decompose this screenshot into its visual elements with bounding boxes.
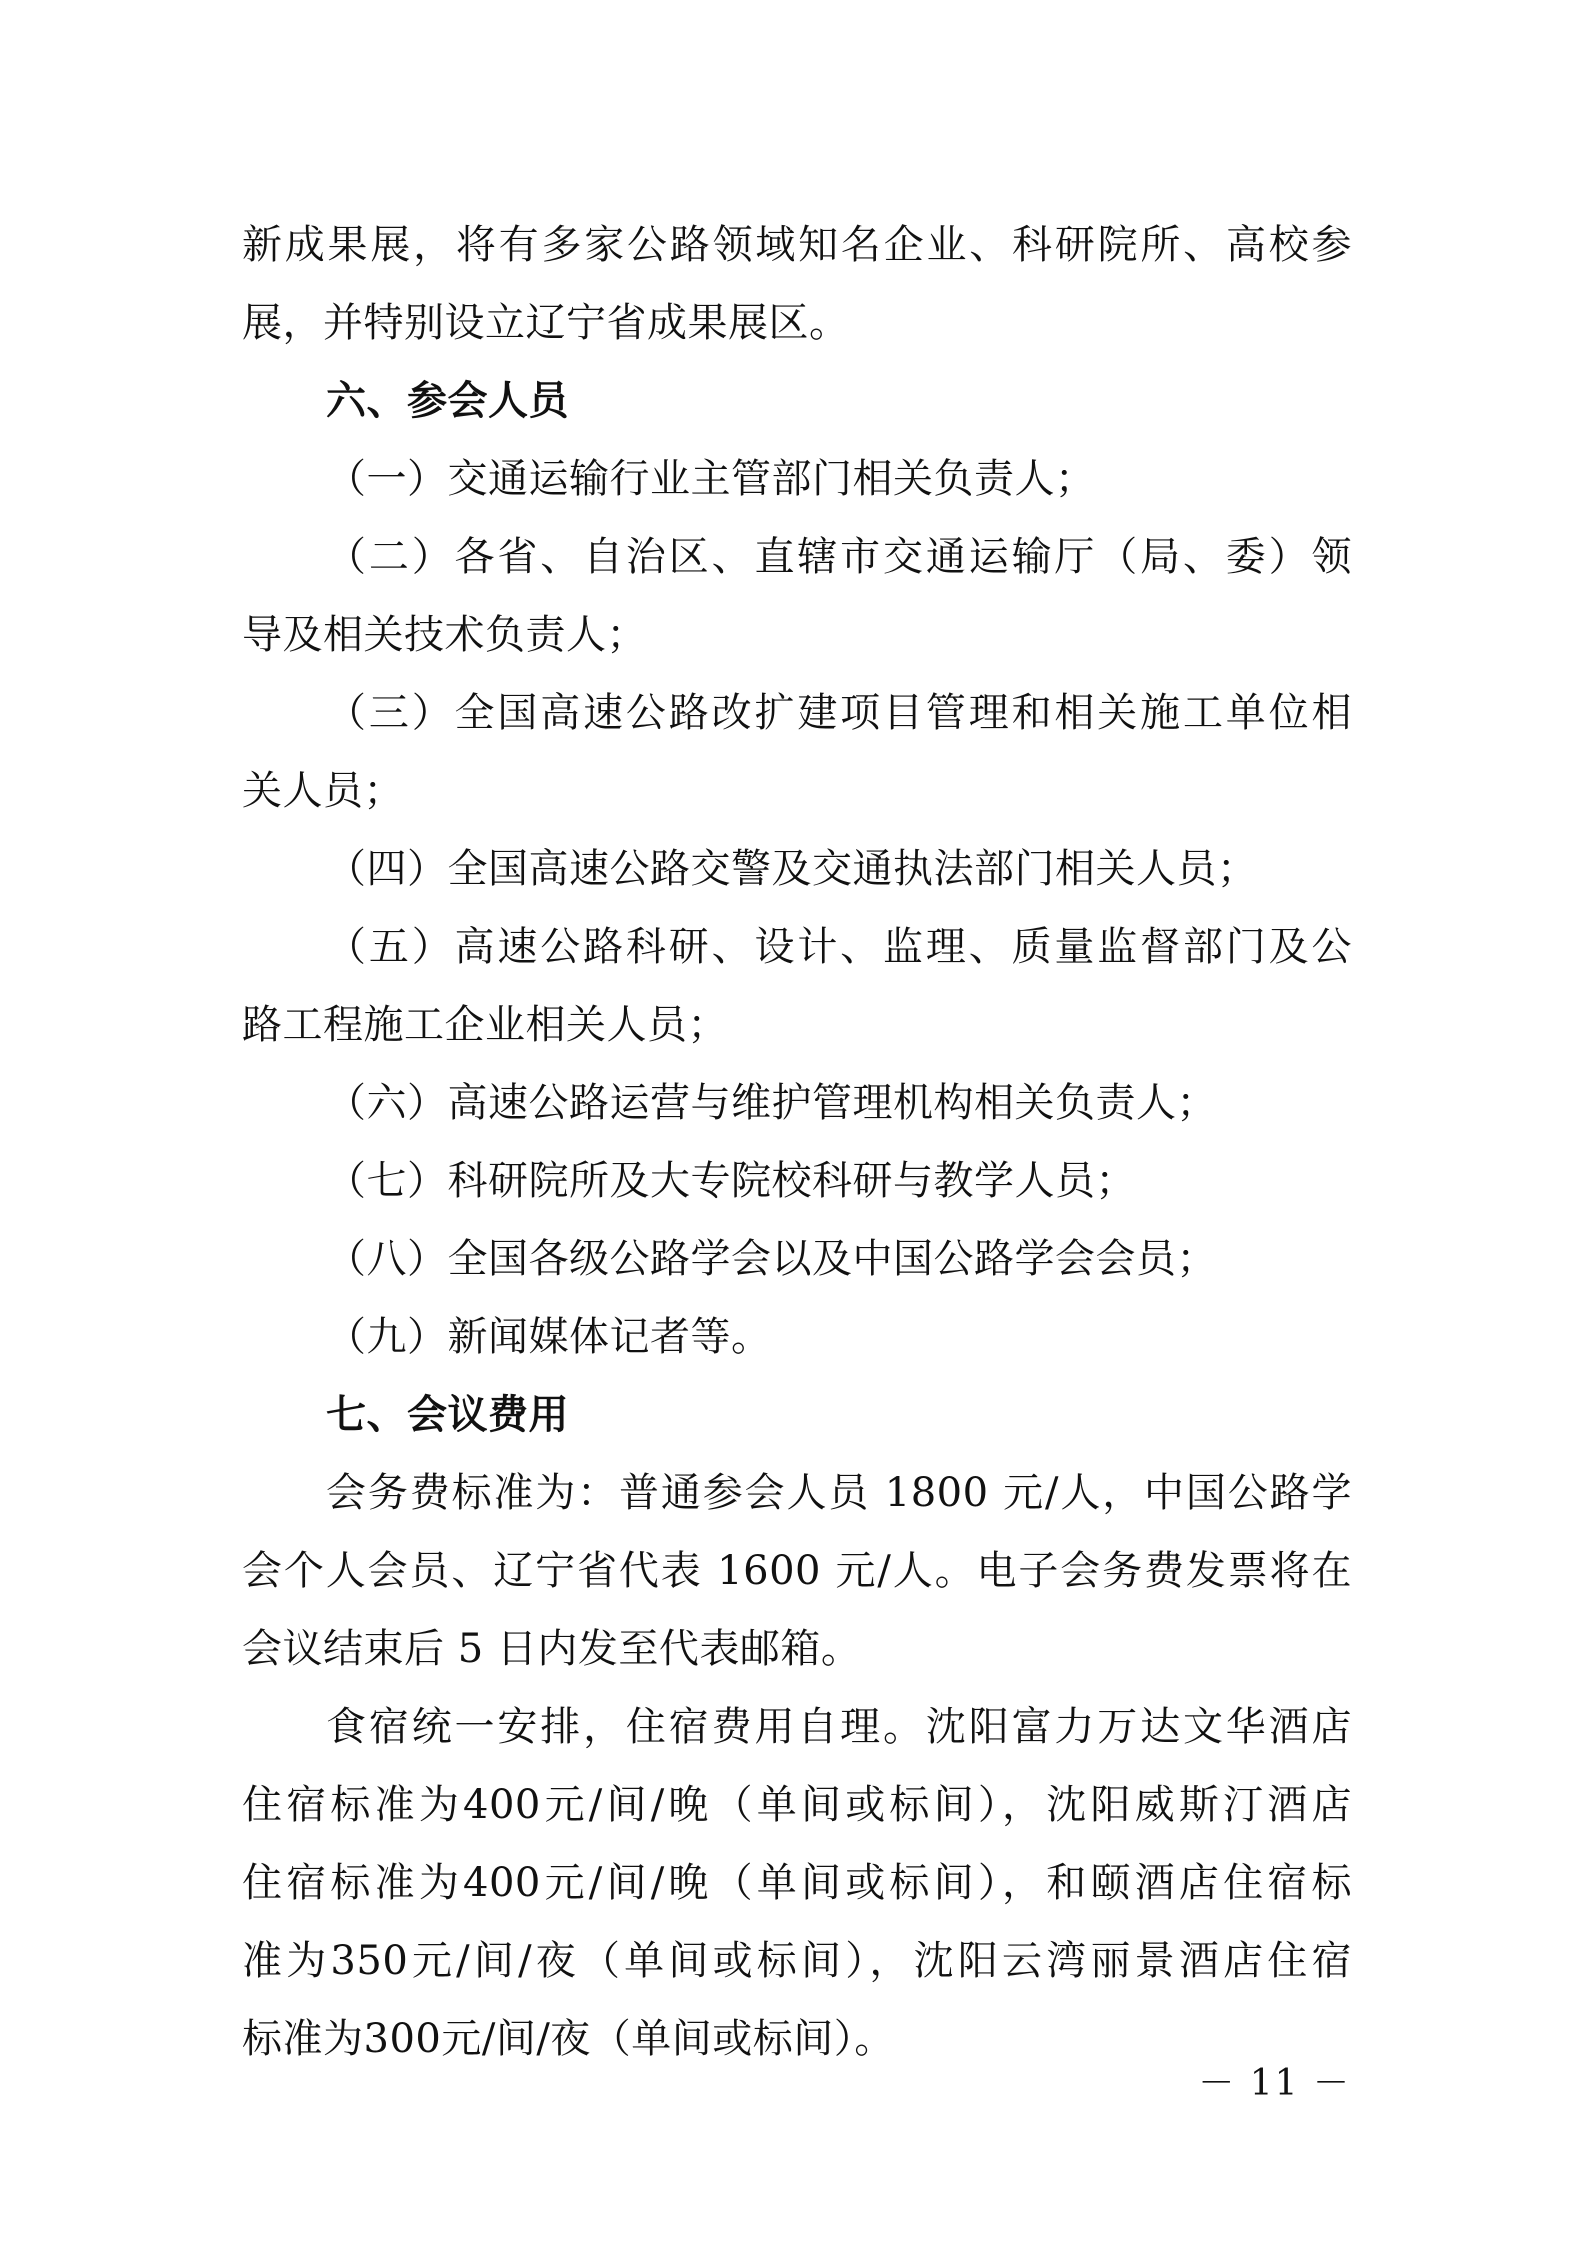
lodging-paragraph-line: 准为350元/间/夜（单间或标间），沈阳云湾丽景酒店住宿 — [242, 1938, 1352, 1984]
attendee-item-5: （五）高速公路科研、设计、监理、质量监督部门及公 — [326, 924, 1352, 970]
fee-paragraph-line: 会个人会员、辽宁省代表 1600 元/人。电子会务费发票将在 — [242, 1548, 1352, 1594]
fee-paragraph-line: 会议结束后 5 日内发至代表邮箱。 — [242, 1626, 862, 1672]
attendee-item-7: （七）科研院所及大专院校科研与教学人员； — [326, 1158, 1136, 1204]
lodging-paragraph-line: 住宿标准为400元/间/晚（单间或标间），沈阳威斯汀酒店 — [242, 1782, 1352, 1828]
attendee-item-3-continued: 关人员； — [242, 768, 404, 814]
lodging-paragraph-line: 食宿统一安排，住宿费用自理。沈阳富力万达文华酒店 — [326, 1704, 1352, 1750]
paragraph-line: 展，并特别设立辽宁省成果展区。 — [242, 300, 850, 346]
page-number: － 11 － — [1198, 2063, 1351, 2104]
lodging-paragraph-line: 住宿标准为400元/间/晚（单间或标间），和颐酒店住宿标 — [242, 1860, 1352, 1906]
attendee-item-2-continued: 导及相关技术负责人； — [242, 612, 647, 658]
attendee-item-6: （六）高速公路运营与维护管理机构相关负责人； — [326, 1080, 1217, 1126]
section-heading-attendees: 六、参会人员 — [326, 378, 569, 424]
attendee-item-1: （一）交通运输行业主管部门相关负责人； — [326, 456, 1096, 502]
attendee-item-3: （三）全国高速公路改扩建项目管理和相关施工单位相 — [326, 690, 1352, 736]
attendee-item-4: （四）全国高速公路交警及交通执法部门相关人员； — [326, 846, 1258, 892]
attendee-item-8: （八）全国各级公路学会以及中国公路学会会员； — [326, 1236, 1217, 1282]
fee-paragraph-line: 会务费标准为：普通参会人员 1800 元/人，中国公路学 — [326, 1470, 1352, 1516]
attendee-item-5-continued: 路工程施工企业相关人员； — [242, 1002, 728, 1048]
attendee-item-9: （九）新闻媒体记者等。 — [326, 1314, 772, 1360]
document-body — [242, 206, 1352, 2078]
paragraph-line: 新成果展，将有多家公路领域知名企业、科研院所、高校参 — [242, 222, 1352, 268]
attendee-item-2: （二）各省、自治区、直辖市交通运输厅（局、委）领 — [326, 534, 1352, 580]
section-heading-fees: 七、会议费用 — [326, 1392, 569, 1438]
lodging-paragraph-line: 标准为300元/间/夜（单间或标间）。 — [242, 2016, 895, 2062]
